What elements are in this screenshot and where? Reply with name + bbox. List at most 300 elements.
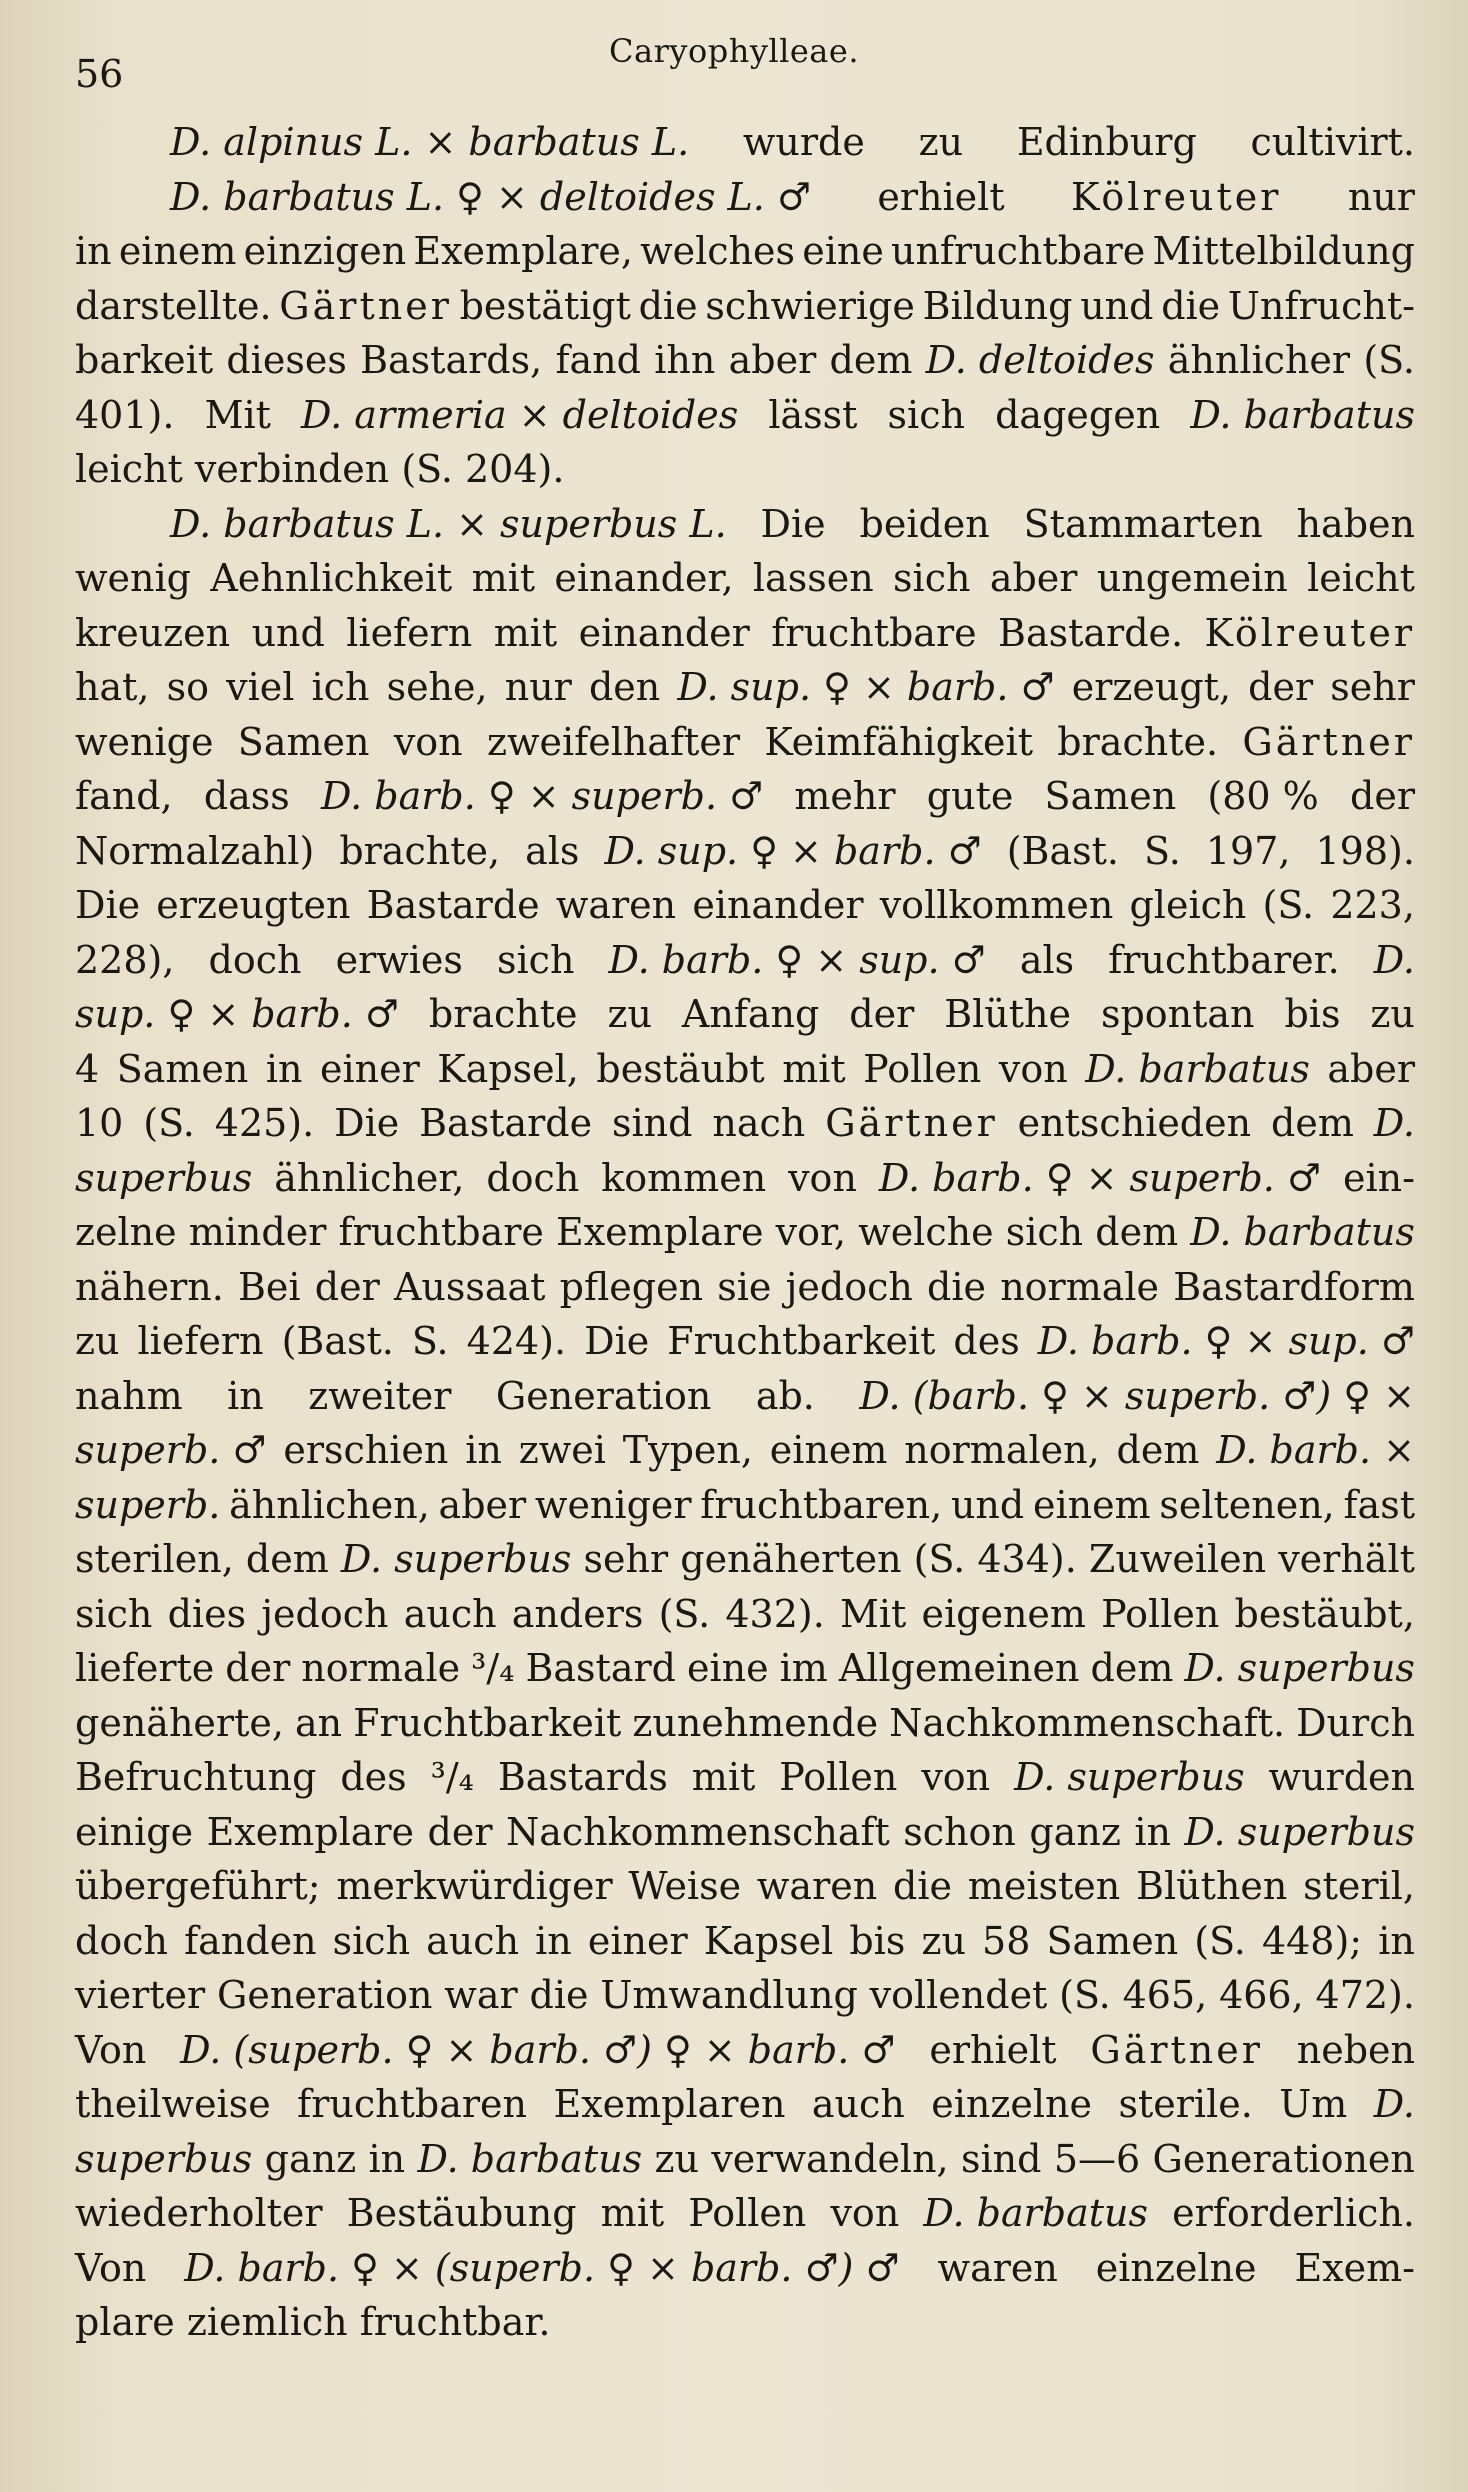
text-word: 58 — [982, 1918, 1031, 1963]
text-word: Weise — [628, 1864, 742, 1908]
text-word: ungemein — [1096, 556, 1288, 600]
text-word: Gärtner — [279, 283, 452, 328]
text-word: 434). — [977, 1537, 1077, 1581]
text-word: Generationen — [1152, 2136, 1415, 2181]
text-word: bestätigt — [459, 283, 631, 328]
text-word: plare ziemlich fruchtbar. — [75, 2300, 551, 2344]
text-word: 448); — [1261, 1918, 1363, 1963]
text-word: ich — [311, 665, 370, 709]
text-word: verhält — [1278, 1537, 1415, 1581]
text-word: zwei — [518, 1428, 606, 1472]
text-word: schwierige — [705, 283, 915, 328]
text-word: vierter — [75, 1973, 206, 2017]
text-word: gute — [926, 774, 1014, 818]
text-word: D. superbus — [1014, 1755, 1245, 1799]
text-word: in — [1134, 1809, 1171, 1854]
text-word: weniger — [534, 1482, 692, 1527]
text-word: D. barbatus — [923, 2191, 1149, 2235]
text-word: in — [75, 229, 112, 273]
text-word: sich — [887, 392, 965, 437]
text-line — [75, 1096, 1415, 1151]
text-word: S. — [1144, 828, 1181, 873]
text-word: ähnlicher, — [274, 1155, 465, 1200]
text-word: und — [1080, 283, 1154, 328]
text-word: D. barbatus L. ♀ × deltoides L. ♂ — [170, 174, 812, 219]
text-word: Edinburg — [1016, 120, 1197, 164]
text-word: wenige — [75, 719, 214, 764]
text-word: D. barb. ♀ × superb. ♂ — [878, 1155, 1322, 1200]
text-word: Gärtner — [825, 1101, 998, 1145]
text-word: D. superbus — [1184, 1809, 1415, 1854]
text-word: vor, — [775, 1210, 847, 1254]
text-word: Nachkommenschaft — [505, 1809, 890, 1854]
text-word: auch — [426, 1918, 520, 1963]
text-word: 198). — [1315, 828, 1415, 873]
text-word: lässt — [768, 392, 858, 437]
text-word: (S. — [1059, 1973, 1111, 2017]
text-word: Samen — [237, 719, 370, 764]
text-line — [75, 333, 1415, 388]
text-word: erforderlich. — [1172, 2191, 1415, 2235]
text-word: unfruchtbare — [890, 229, 1146, 273]
text-line — [75, 1750, 1415, 1805]
text-word: fruchtbare — [771, 610, 977, 655]
body-text — [75, 115, 1415, 2350]
text-line — [75, 1369, 1415, 1424]
text-line — [75, 933, 1415, 988]
text-word: (S. — [658, 1591, 711, 1636]
text-word: waren — [937, 2245, 1058, 2290]
text-word: erwies — [335, 937, 463, 982]
text-word: so — [166, 665, 209, 709]
text-word: jedoch — [261, 1591, 389, 1636]
text-word: doch — [486, 1155, 580, 1200]
text-word: wurden — [1268, 1755, 1415, 1799]
text-line — [75, 987, 1415, 1042]
text-word: die — [638, 283, 698, 328]
text-word: Mittelbildung — [1152, 229, 1415, 273]
text-word: als — [1019, 937, 1075, 982]
text-line — [75, 1805, 1415, 1860]
text-word: kommen — [601, 1155, 767, 1200]
text-word: 223, — [1330, 883, 1415, 927]
text-word: zu — [654, 2136, 699, 2181]
text-word: mit — [471, 556, 536, 600]
text-word: (Bast. — [1006, 828, 1119, 873]
text-word: einzelne — [931, 2082, 1093, 2126]
text-word: ganz — [1029, 1809, 1121, 1854]
text-word: Die — [760, 501, 826, 546]
text-word: ganz — [264, 2136, 357, 2181]
text-word: nur — [1347, 174, 1415, 219]
text-word: D. barbatus — [417, 2136, 643, 2181]
text-word: sterilen, — [75, 1537, 234, 1581]
text-word: eine — [802, 229, 884, 273]
text-word: Aehnlichkeit — [210, 556, 453, 600]
text-word: bis — [849, 1918, 906, 1963]
text-word: der — [225, 1646, 291, 1690]
text-word: wurde — [742, 120, 865, 164]
text-word: ihn — [654, 338, 716, 382]
text-word: des — [340, 1755, 407, 1799]
text-line — [75, 388, 1415, 443]
text-line — [75, 1968, 1415, 2023]
text-word: im — [779, 1646, 828, 1690]
text-word: bis — [1284, 992, 1341, 1036]
text-line — [75, 170, 1415, 225]
text-word: Exemplare, — [413, 229, 633, 273]
text-line — [75, 660, 1415, 715]
text-line — [75, 2186, 1415, 2241]
text-word: Unfrucht- — [1227, 283, 1415, 328]
text-word: 424). — [466, 1319, 567, 1363]
text-word: Zuweilen — [1088, 1537, 1267, 1581]
text-word: Pollen — [779, 1755, 898, 1799]
text-word: zu — [918, 120, 964, 164]
text-word: darstellte. — [75, 283, 272, 328]
text-word: 228), — [75, 937, 175, 982]
text-word: waren — [555, 883, 677, 927]
text-word: normale — [301, 1646, 461, 1690]
text-word: pflegen — [559, 1264, 704, 1309]
text-word: (S. — [1262, 883, 1315, 927]
text-word: D. barbatus — [1190, 1210, 1415, 1254]
text-word: die — [1161, 283, 1221, 328]
text-word: Kölreuter — [1071, 174, 1282, 219]
text-word: wiederholter — [75, 2191, 323, 2235]
text-word: vollkommen — [879, 883, 1114, 927]
text-word: cultivirt. — [1250, 120, 1415, 164]
text-word: einander — [692, 883, 864, 927]
text-word: zu — [1370, 992, 1415, 1036]
text-word: Bastards, — [360, 338, 543, 382]
text-line — [75, 1042, 1415, 1097]
text-word: einem — [118, 229, 237, 273]
text-word: doch — [208, 937, 302, 982]
text-word: einander, — [554, 556, 734, 600]
text-word: seltenen, — [1159, 1482, 1335, 1527]
text-word: aber — [438, 1482, 527, 1527]
text-word: dem — [1271, 1101, 1354, 1145]
text-word: Bastarde — [419, 1101, 593, 1145]
text-word: D. alpinus L. × barbatus L. — [170, 120, 690, 164]
text-word: einzigen — [243, 229, 407, 273]
page-header — [75, 22, 1393, 102]
text-word: Die — [75, 883, 141, 927]
text-word: erzeugt, — [1071, 665, 1232, 709]
text-word: hat, — [75, 665, 150, 709]
text-word: fruchtbaren — [297, 2082, 528, 2126]
text-word: einer — [587, 1918, 688, 1963]
text-word: D. barb. ♀ × sup. ♂ — [1037, 1319, 1415, 1363]
text-word: merkwürdiger — [336, 1864, 613, 1908]
text-word: welches — [640, 229, 796, 273]
text-word: 425). — [214, 1101, 315, 1145]
text-word: D. barbatus — [1085, 1046, 1310, 1091]
text-word: gleich — [1129, 883, 1247, 927]
text-word: erzeugten — [156, 883, 351, 927]
text-word: Samen — [1044, 774, 1177, 818]
text-word: von — [830, 2191, 900, 2235]
text-word: ähnlicher — [1167, 338, 1351, 382]
text-word: nahm — [75, 1373, 183, 1418]
text-word: (Bast. — [281, 1319, 394, 1363]
text-word: Befruchtung — [75, 1755, 317, 1799]
text-word: Die — [584, 1319, 650, 1363]
text-word: einzelne — [1095, 2245, 1257, 2290]
text-word: des — [953, 1319, 1020, 1363]
text-word: sup. ♀ × barb. ♂ — [75, 992, 399, 1036]
text-word: auch — [811, 2082, 905, 2126]
text-word: Generation — [217, 1973, 433, 2017]
text-word: zweifelhafter — [486, 719, 740, 764]
running-title: Caryophylleae. — [609, 32, 859, 70]
text-line — [75, 2023, 1415, 2078]
text-word: D. sup. ♀ × barb. ♂ — [604, 828, 982, 873]
text-word: D. superbus — [340, 1537, 572, 1581]
text-word: von — [393, 719, 463, 764]
text-word: Umwandlung — [600, 1973, 858, 2017]
text-word: D. barb. × — [1216, 1428, 1415, 1472]
text-word: D. armeria × deltoides — [301, 392, 739, 437]
text-word: barkeit — [75, 338, 214, 382]
text-word: ähnlichen, — [229, 1482, 430, 1527]
text-word: von — [998, 1046, 1068, 1091]
text-word: theilweise — [75, 2082, 271, 2126]
text-word: welche — [858, 1210, 994, 1254]
text-word: D. deltoides — [925, 338, 1155, 382]
text-word: Durch — [1296, 1700, 1415, 1745]
text-word: ³/₄ — [430, 1755, 474, 1799]
text-word: Gärtner — [1242, 719, 1415, 764]
text-word: Bestäubung — [346, 2191, 577, 2235]
text-word: Stammarten — [1023, 501, 1263, 546]
text-word: aber — [1327, 1046, 1415, 1091]
text-word: superb. ♂ — [75, 1428, 267, 1472]
text-word: fruchtbare — [338, 1210, 544, 1254]
text-word: D. sup. ♀ × barb. ♂ — [677, 665, 1055, 709]
text-word: (S. — [1363, 338, 1415, 382]
text-line — [75, 1914, 1415, 1969]
text-word: dagegen — [995, 392, 1161, 437]
text-word: Samen — [116, 1046, 249, 1091]
text-word: Kapsel — [703, 1918, 834, 1963]
text-word: nach — [712, 1101, 806, 1145]
text-line — [75, 115, 1415, 170]
text-word: Allgemeinen — [838, 1646, 1080, 1690]
text-word: war — [444, 1973, 518, 2017]
text-word: genäherte, — [75, 1700, 284, 1745]
text-word: sich — [75, 1591, 153, 1636]
text-word: fand — [555, 338, 641, 382]
text-word: erhielt — [877, 174, 1005, 219]
text-word: D. barbatus L. × superbus L. — [170, 501, 727, 546]
text-word: Mit — [204, 392, 271, 437]
text-word: einander — [578, 610, 750, 655]
text-word: Pollen — [1101, 1591, 1220, 1636]
text-word: sie — [717, 1264, 772, 1309]
text-word: sich — [497, 937, 575, 982]
text-word: normalen, — [904, 1428, 1100, 1472]
text-line — [75, 715, 1415, 770]
text-word: zelne — [75, 1210, 177, 1254]
text-word: sich — [1005, 1210, 1084, 1254]
text-word: sterile. — [1118, 2082, 1253, 2126]
text-word: einige — [75, 1809, 194, 1854]
text-word: (80 % — [1207, 774, 1319, 818]
text-word: sind — [961, 2136, 1042, 2181]
text-word: D. — [1373, 2082, 1415, 2126]
text-line — [75, 1151, 1415, 1206]
text-word: neben — [1296, 2027, 1415, 2072]
text-line — [75, 1260, 1415, 1315]
text-word: aber — [728, 338, 817, 382]
text-word: sich — [893, 556, 971, 600]
text-line — [75, 2077, 1415, 2132]
text-word: der — [427, 1809, 493, 1854]
text-word: Pollen — [688, 2191, 807, 2235]
text-word: Von — [75, 2245, 147, 2290]
text-word: wenig — [75, 556, 191, 600]
text-word: D. — [1373, 1101, 1415, 1145]
text-word: nähern. — [75, 1264, 224, 1309]
text-word: viel — [226, 665, 295, 709]
text-word: Keimfähigkeit — [764, 719, 1033, 764]
text-word: Bastarde — [366, 883, 540, 927]
text-line — [75, 1478, 1415, 1533]
text-word: superbus — [75, 1155, 253, 1200]
text-line — [75, 824, 1415, 879]
text-word: liefern — [137, 1319, 264, 1363]
text-word: Fruchtbarkeit — [667, 1319, 936, 1363]
text-word: zu — [75, 1319, 120, 1363]
text-word: Von — [75, 2027, 147, 2072]
text-word: D. barb. ♀ × superb. ♂ — [321, 774, 764, 818]
text-line — [75, 606, 1415, 661]
text-word: aber — [989, 556, 1078, 600]
text-line — [75, 224, 1415, 279]
text-word: erschien — [283, 1428, 449, 1472]
text-word: brachte — [428, 992, 578, 1036]
text-word: Exemplare — [206, 1809, 415, 1854]
text-word: einer — [320, 1046, 420, 1091]
text-word: vollendet — [869, 1973, 1048, 2017]
text-line — [75, 2241, 1415, 2296]
text-word: in — [265, 1046, 303, 1091]
text-word: D. barbatus — [1190, 392, 1415, 437]
text-word: schon — [903, 1809, 1016, 1854]
text-word: Bei — [238, 1264, 301, 1309]
text-word: der — [1248, 665, 1314, 709]
text-word: Um — [1279, 2082, 1348, 2126]
text-word: eigenem — [921, 1591, 1086, 1636]
text-line — [75, 1205, 1415, 1260]
text-line — [75, 769, 1415, 824]
text-word: leicht verbinden (S. 204). — [75, 447, 565, 491]
text-line — [75, 279, 1415, 334]
text-word: Normalzahl) — [75, 828, 315, 873]
text-line — [75, 878, 1415, 933]
text-word: der — [314, 1264, 380, 1309]
text-word: mit — [691, 1755, 756, 1799]
text-word: 5—6 — [1053, 2136, 1141, 2181]
text-line — [75, 442, 1415, 497]
text-word: in — [1378, 1918, 1415, 1963]
text-word: in — [368, 2136, 406, 2181]
text-line — [75, 1641, 1415, 1696]
text-word: leicht — [1307, 556, 1415, 600]
text-word: erhielt — [929, 2027, 1057, 2072]
text-word: D. — [1373, 937, 1415, 982]
text-word: in — [465, 1428, 502, 1472]
text-word: (S. — [1194, 1918, 1246, 1963]
text-word: lassen — [752, 556, 874, 600]
text-word: mit — [600, 2191, 665, 2235]
text-word: dieses — [226, 338, 347, 382]
text-word: 465, — [1122, 1973, 1208, 2017]
text-word: Blüthe — [944, 992, 1072, 1036]
text-word: ab. — [755, 1373, 815, 1418]
text-word: Die — [334, 1101, 400, 1145]
text-word: fanden — [184, 1918, 317, 1963]
page-number: 56 — [75, 52, 124, 96]
text-word: anders — [511, 1591, 644, 1636]
text-word: brachte, — [339, 828, 501, 873]
text-word: spontan — [1100, 992, 1255, 1036]
text-word: die — [927, 1264, 986, 1309]
text-word: Generation — [495, 1373, 712, 1418]
text-word: steril, — [1303, 1864, 1415, 1908]
text-word: an — [294, 1700, 343, 1745]
text-word: die — [893, 1864, 952, 1908]
text-word: sich — [332, 1918, 411, 1963]
text-word: den — [588, 665, 661, 709]
text-word: meisten — [967, 1864, 1121, 1908]
text-word: Aussaat — [393, 1264, 546, 1309]
text-line — [75, 2132, 1415, 2187]
text-word: Bastards — [497, 1755, 668, 1799]
text-word: bestäubt — [596, 1046, 765, 1091]
text-word: D. barb. ♀ × (superb. ♀ × barb. ♂) ♂ — [184, 2245, 900, 2290]
text-word: 197, — [1205, 828, 1291, 873]
text-line — [75, 2295, 1415, 2350]
text-word: mehr — [794, 774, 896, 818]
text-word: Typen, — [622, 1428, 753, 1472]
text-word: genäherten — [680, 1537, 902, 1581]
text-word: doch — [75, 1918, 168, 1963]
text-word: eine — [686, 1646, 769, 1690]
text-line — [75, 1314, 1415, 1369]
text-line — [75, 1859, 1415, 1914]
text-word: Mit — [839, 1591, 907, 1636]
text-word: minder — [188, 1210, 327, 1254]
text-line — [75, 1423, 1415, 1478]
text-word: Exemplaren — [553, 2082, 786, 2126]
text-word: Bastard — [525, 1646, 676, 1690]
text-word: Blüthen — [1136, 1864, 1288, 1908]
text-word: entschieden — [1017, 1101, 1252, 1145]
text-word: Kölreuter — [1204, 610, 1415, 655]
text-word: einem — [769, 1428, 888, 1472]
text-word: 4 — [75, 1046, 100, 1091]
text-word: Bildung — [922, 283, 1073, 328]
text-word: (S. — [913, 1537, 966, 1581]
text-word: auch — [403, 1591, 497, 1636]
text-line — [75, 1696, 1415, 1751]
text-word: zu — [921, 1918, 966, 1963]
text-word: als — [525, 828, 580, 873]
text-word: dem — [1090, 1646, 1174, 1690]
